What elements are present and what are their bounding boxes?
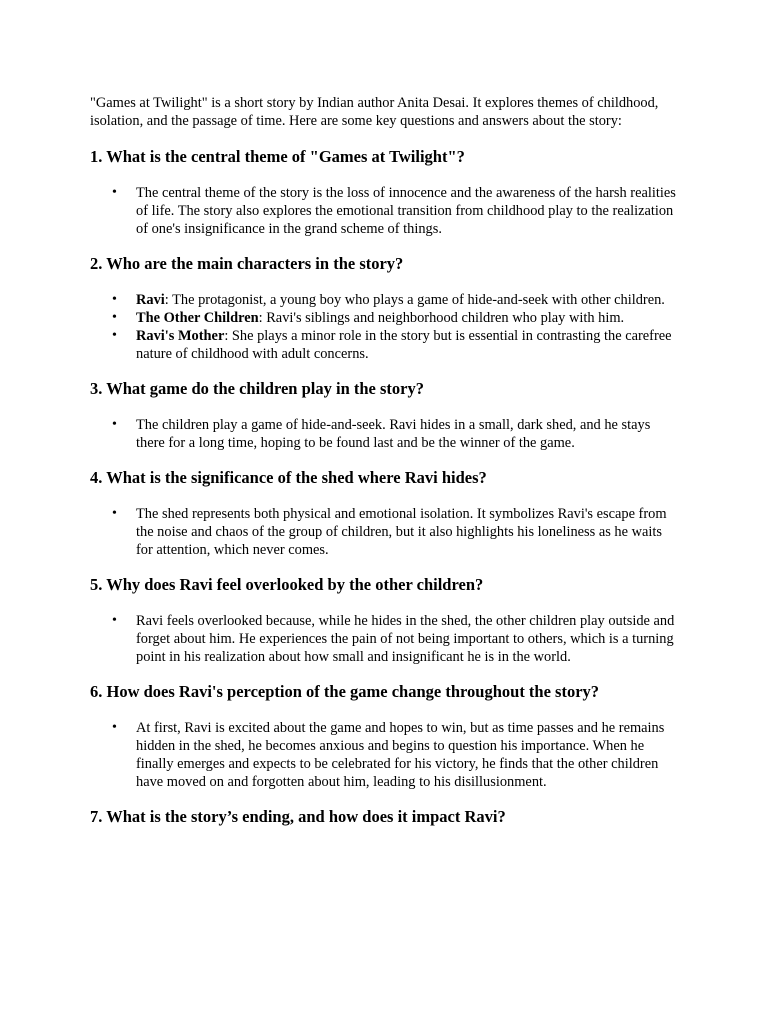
answer-text: : The protagonist, a young boy who plays a game of hide-and-seek with other children. xyxy=(164,292,665,308)
character-name: Ravi's Mother xyxy=(136,328,225,344)
answer-text: : She plays a minor role in the story but is essential in contrasting the carefree nature of childhood with adult concerns. xyxy=(136,328,672,362)
answer-text: The shed represents both physical and emotional isolation. It symbolizes Ravi's escape from the noise and chaos of the group of children, but it also highlights his loneliness as he waits for attention, which never comes. xyxy=(136,506,667,558)
bullet-icon: • xyxy=(112,310,117,325)
answer-item xyxy=(90,416,678,452)
answer-item xyxy=(90,719,678,791)
answer-list-4 xyxy=(90,505,678,559)
bullet-icon: • xyxy=(112,720,117,735)
answer-text: The children play a game of hide-and-seek. Ravi hides in a small, dark shed, and he stays there for a long time, hoping to be found last and be the winner of the game. xyxy=(136,417,651,451)
answer-item xyxy=(90,309,678,327)
question-heading-2: 2. Who are the main characters in the story? xyxy=(90,254,404,273)
question-heading-1: 1. What is the central theme of "Games at Twilight"? xyxy=(90,147,465,166)
bullet-icon: • xyxy=(112,613,117,628)
bullet-icon: • xyxy=(112,185,117,200)
answer-item xyxy=(90,612,678,666)
bullet-icon: • xyxy=(112,506,117,521)
answer-text: Ravi feels overlooked because, while he hides in the shed, the other children play outside and forget about him. He experiences the pain of not being important to others, which is a turning point in his realization about how small and insignificant he is in the world. xyxy=(136,613,675,665)
answer-list-6 xyxy=(90,719,678,791)
question-heading-3: 3. What game do the children play in the story? xyxy=(90,379,424,398)
answer-item xyxy=(90,505,678,559)
answer-item xyxy=(90,184,678,238)
answer-text: The central theme of the story is the loss of innocence and the awareness of the harsh realities of life. The story also explores the emotional transition from childhood play to the realization of one's insignificance in the grand scheme of things. xyxy=(136,185,676,237)
answer-text: : Ravi's siblings and neighborhood children who play with him. xyxy=(258,310,625,326)
bullet-icon: • xyxy=(112,292,117,307)
answer-item xyxy=(90,291,678,309)
answer-list-3 xyxy=(90,416,678,452)
question-heading-5: 5. Why does Ravi feel overlooked by the other children? xyxy=(90,575,484,594)
answer-list-2 xyxy=(90,291,678,363)
question-heading-4: 4. What is the significance of the shed where Ravi hides? xyxy=(90,468,487,487)
bullet-icon: • xyxy=(112,328,117,343)
bullet-icon: • xyxy=(112,417,117,432)
character-name: Ravi xyxy=(136,292,165,308)
question-heading-6: 6. How does Ravi's perception of the game change throughout the story? xyxy=(90,682,600,701)
answer-list-1 xyxy=(90,184,678,238)
answer-list-5 xyxy=(90,612,678,666)
answer-item xyxy=(90,327,678,363)
question-heading-7: 7. What is the story’s ending, and how does it impact Ravi? xyxy=(90,807,506,826)
answer-text: At first, Ravi is excited about the game and hopes to win, but as time passes and he remains hidden in the shed, he becomes anxious and begins to question his importance. When he finally emerges and expects to be celebrated for his victory, he finds that the other children have moved on and forgotten about him, leading to his disillusionment. xyxy=(136,720,665,790)
intro-paragraph: "Games at Twilight" is a short story by Indian author Anita Desai. It explores themes of childhood, isolation, and the passage of time. Here are some key questions and answers about the story: xyxy=(90,95,659,129)
character-name: The Other Children xyxy=(136,310,259,326)
